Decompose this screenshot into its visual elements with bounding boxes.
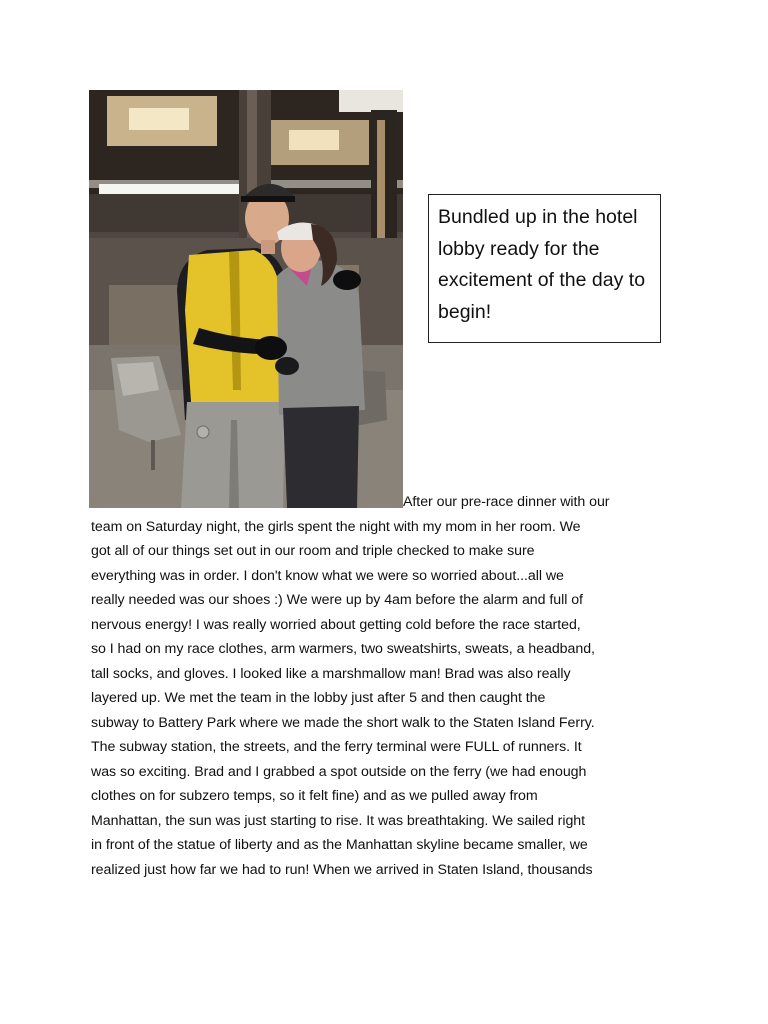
- body-line: team on Saturday night, the girls spent the night with my mom in her room. We: [91, 518, 581, 535]
- skylight: [339, 90, 403, 112]
- ceiling-light: [129, 108, 189, 130]
- woman-black-pants: [283, 406, 359, 508]
- balcony-light: [99, 184, 239, 194]
- man-cap-brim: [241, 196, 295, 202]
- body-line: layered up. We met the team in the lobby just after 5 and then caught the: [91, 690, 546, 706]
- body-line: subway to Battery Park where we made the short walk to the Staten Island Ferry.: [91, 714, 595, 731]
- photo-illustration: [89, 90, 403, 508]
- man-neck: [261, 240, 275, 254]
- body-line: so I had on my race clothes, arm warmers, two sweatshirts, sweats, a headband,: [91, 641, 595, 657]
- hotel-lobby-photo: [89, 90, 403, 508]
- body-line: really needed was our shoes :) We were up by 4am before the alarm and full of: [91, 592, 583, 608]
- ceiling-light: [289, 130, 339, 150]
- body-line: Manhattan, the sun was just starting to rise. It was breathtaking. We sailed right: [91, 812, 586, 829]
- caption-text: Bundled up in the hotel lobby ready for the excitement of the day to begin!: [438, 206, 646, 323]
- lounge-chair-back: [117, 362, 159, 396]
- body-line: in front of the statue of liberty and as the Manhattan skyline became smaller, we: [91, 837, 588, 853]
- body-line: After our pre-race dinner with our: [403, 494, 610, 510]
- woman-glove: [333, 270, 361, 290]
- body-line: clothes on for subzero temps, so it felt fine) and as we pulled away from: [91, 788, 538, 804]
- caption-box: [428, 194, 661, 343]
- man-glove: [255, 336, 287, 360]
- body-line: got all of our things set out in our room and triple checked to make sure: [91, 543, 535, 559]
- woman-glove: [275, 357, 299, 375]
- body-line: was so exciting. Brad and I grabbed a spot outside on the ferry (we had enough: [91, 763, 587, 780]
- chair-leg: [151, 440, 155, 470]
- body-line: The subway station, the streets, and the ferry terminal were FULL of runners. It: [91, 739, 582, 755]
- body-line: nervous energy! I was really worried about getting cold before the race started,: [91, 616, 581, 633]
- body-line: realized just how far we had to run! When we arrived in Staten Island, thousands: [91, 861, 593, 878]
- pants-logo: [197, 426, 209, 438]
- body-line: everything was in order. I don't know what we were so worried about...all we: [91, 567, 564, 584]
- body-line: tall socks, and gloves. I looked like a marshmallow man! Brad was also really: [91, 665, 571, 682]
